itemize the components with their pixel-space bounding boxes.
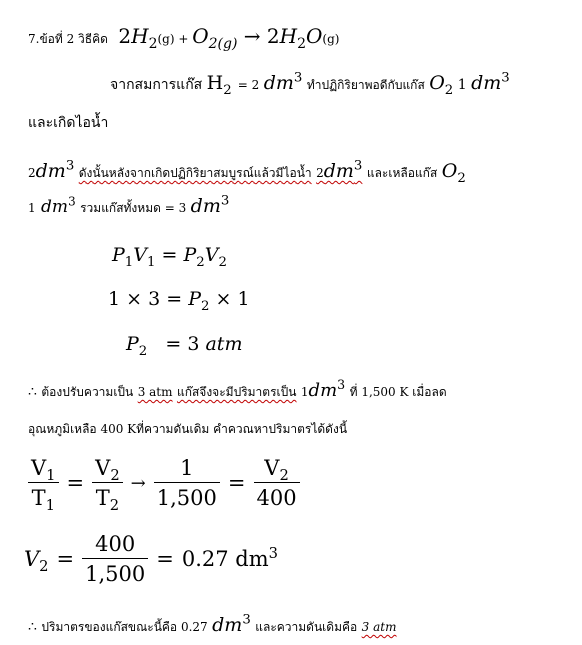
line-2-text-2: ทำปฏิกิริยาพอดีกับแก๊ส bbox=[306, 78, 425, 92]
unit-dm3-3: $dm^3$ bbox=[190, 193, 230, 217]
fraction-equation-1: $\frac{V_1}{T_1}$ = $\frac{V_2}{T_2}$ → $\frac{1}{1,500}$ = $\frac{V_2}{400}$ bbox=[24, 456, 304, 510]
line-3-text: และเกิดไอน้ำ bbox=[28, 115, 109, 131]
line-7 bbox=[28, 420, 347, 439]
arrow: → bbox=[130, 472, 146, 494]
fraction-equation-2: $V_2$ = $\frac{400}{1,500}$ = 0.27 $dm^3$ bbox=[24, 532, 279, 586]
unit-dm3-4: $dm^3$ bbox=[212, 612, 251, 636]
final-pressure: 3 atm bbox=[361, 620, 397, 634]
line-8-text-1: ปริมาตรของแก๊สขณะนี้คือ 0.27 bbox=[41, 620, 208, 634]
line-8-text-2: และความดันเดิมคือ bbox=[255, 620, 358, 634]
frac-v1-t1: $\frac{V_1}{T_1}$ bbox=[28, 456, 59, 510]
line-4-text-2: และเหลือแก๊ส bbox=[366, 166, 438, 180]
frac-v2-400: $\frac{V_2}{400}$ bbox=[254, 456, 300, 510]
o2-remaining: 1 $dm^3$ bbox=[28, 194, 76, 217]
equation-3: $P_2 = 3$ atm bbox=[126, 333, 243, 359]
water-volume: $2dm^3$ bbox=[28, 158, 75, 182]
line-4 bbox=[28, 158, 466, 186]
frac-1-1500: $\frac{1}{1,500}$ bbox=[154, 456, 220, 510]
h2-volume: $H_2 = 2$ bbox=[206, 72, 260, 98]
frac-v2-t2: $\frac{V_2}{T_2}$ bbox=[92, 456, 123, 510]
o2-label-2: $O_2$ bbox=[441, 160, 466, 186]
line-3 bbox=[28, 112, 108, 134]
unit-dm3: $dm^3$ bbox=[263, 70, 303, 94]
therefore-symbol-2: ∴ bbox=[28, 619, 37, 635]
line-1-prefix: 7.ข้อที่ 2 วิธีคิด bbox=[28, 32, 108, 46]
reaction-equation: $2H_2(g) + O_{2(g)} \to 2H_2O(g)$ bbox=[118, 24, 340, 52]
line-5 bbox=[28, 195, 229, 218]
equation-1: $P_1V_1 = P_2V_2$ bbox=[112, 244, 227, 270]
frac-400-1500: $\frac{400}{1,500}$ bbox=[82, 532, 148, 586]
line-6 bbox=[28, 377, 447, 402]
line-1 bbox=[28, 24, 340, 52]
line-6-text-3: ที่ 1,500 K เมื่อลด bbox=[349, 385, 447, 399]
volume-one: $1dm^3$ bbox=[300, 377, 346, 401]
o2-volume: 1 bbox=[457, 77, 467, 93]
water-volume-2: $2dm^3$ bbox=[316, 158, 363, 182]
unit-dm3-2: $dm^3$ bbox=[471, 70, 510, 94]
line-2 bbox=[110, 72, 510, 96]
line-2-text-1: จากสมการแก๊ส bbox=[110, 77, 203, 93]
line-6-text-2: แก๊สจึงจะมีปริมาตรเป็น bbox=[176, 385, 297, 399]
therefore-symbol: ∴ bbox=[28, 384, 37, 400]
equation-2: $1 \times 3 = P_2 \times 1$ bbox=[108, 288, 250, 314]
line-6-text-1: ต้องปรับความเป็น bbox=[41, 385, 134, 399]
line-5-text: รวมแก๊สทั้งหมด = 3 bbox=[80, 201, 187, 215]
pressure-value: 3 atm bbox=[137, 385, 173, 399]
o2-label: $O_2$ bbox=[429, 72, 454, 98]
line-8 bbox=[28, 614, 396, 637]
line-7-text: อุณหภูมิเหลือ 400 Kที่ความดันเดิม คำควณหาปริมาตรได้ดังนี้ bbox=[28, 422, 348, 436]
result-volume: 0.27 $dm^3$ bbox=[181, 545, 279, 571]
line-4-text-1: ดังนั้นหลังจากเกิดปฏิกิริยาสมบูรณ์แล้วมีไอน้ำ bbox=[78, 166, 312, 180]
